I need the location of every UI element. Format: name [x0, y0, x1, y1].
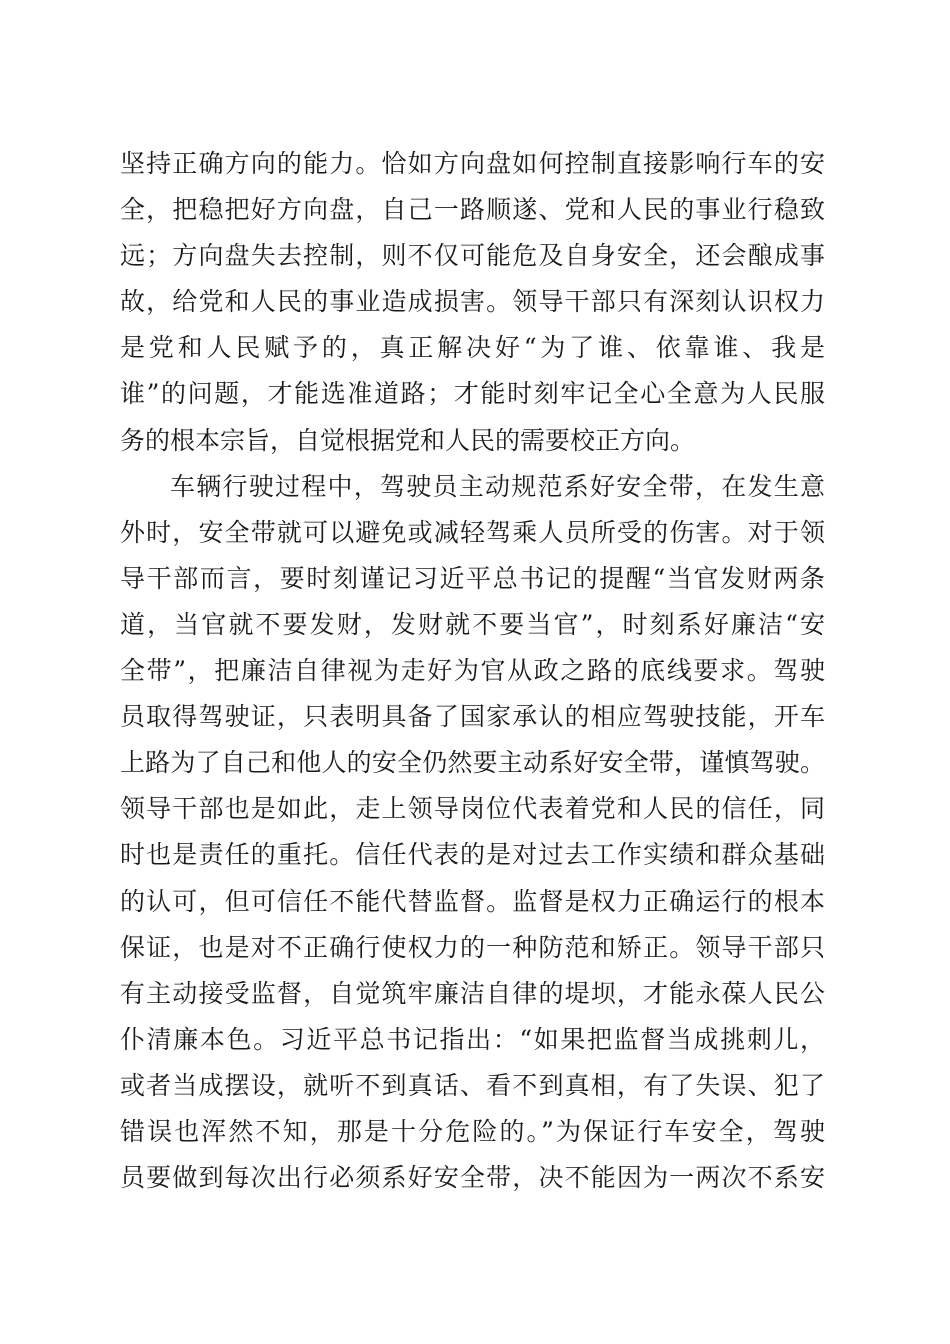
- text-line: 谁”的问题，才能选准道路；才能时刻牢记全心全意为人民服: [120, 379, 825, 409]
- body-text: [120, 141, 825, 1247]
- text-line: 全带”，把廉洁自律视为走好为官从政之路的底线要求。驾驶: [120, 656, 825, 686]
- text-line: 车辆行驶过程中，驾驶员主动规范系好安全带，在发生意: [170, 471, 825, 501]
- text-line: 务的根本宗旨，自觉根据党和人民的需要校正方向。: [120, 425, 696, 455]
- paragraph-1: [120, 141, 825, 464]
- paragraph-2: [120, 464, 825, 1248]
- text-line: 外时，安全带就可以避免或减轻驾乘人员所受的伤害。对于领: [120, 517, 825, 547]
- text-line: 领导干部也是如此，走上领导岗位代表着党和人民的信任，同: [120, 794, 825, 824]
- text-line: 道，当官就不要发财，发财就不要当官”，时刻系好廉洁“安: [120, 609, 825, 639]
- text-line: 导干部而言，要时刻谨记习近平总书记的提醒“当官发财两条: [120, 563, 825, 593]
- text-line: 的认可，但可信任不能代替监督。监督是权力正确运行的根本: [120, 886, 825, 916]
- text-line: 上路为了自己和他人的安全仍然要主动系好安全带，谨慎驾驶。: [120, 748, 825, 778]
- text-line: 时也是责任的重托。信任代表的是对过去工作实绩和群众基础: [120, 840, 825, 870]
- text-line: 有主动接受监督，自觉筑牢廉洁自律的堤坝，才能永葆人民公: [120, 978, 825, 1008]
- text-line: 员取得驾驶证，只表明具备了国家承认的相应驾驶技能，开车: [120, 702, 825, 732]
- text-line: 全，把稳把好方向盘，自己一路顺遂、党和人民的事业行稳致: [120, 195, 825, 225]
- text-line: 或者当成摆设，就听不到真话、看不到真相，有了失误、犯了: [120, 1070, 825, 1100]
- text-line: 员要做到每次出行必须系好安全带，决不能因为一两次不系安: [120, 1163, 825, 1193]
- text-line: 故，给党和人民的事业造成损害。领导干部只有深刻认识权力: [120, 287, 825, 317]
- text-line: 是党和人民赋予的，真正解决好“为了谁、依靠谁、我是: [120, 333, 825, 363]
- text-line: 远；方向盘失去控制，则不仅可能危及自身安全，还会酿成事: [120, 241, 825, 271]
- text-line: 坚持正确方向的能力。恰如方向盘如何控制直接影响行车的安: [120, 149, 825, 178]
- text-line: [120, 1201, 825, 1247]
- text-line: 错误也浑然不知，那是十分危险的。”为保证行车安全，驾驶: [120, 1116, 825, 1146]
- text-line: 保证，也是对不正确行使权力的一种防范和矫正。领导干部只: [120, 932, 825, 962]
- text-line: 仆清廉本色。习近平总书记指出：“如果把监督当成挑刺儿，: [120, 1024, 825, 1054]
